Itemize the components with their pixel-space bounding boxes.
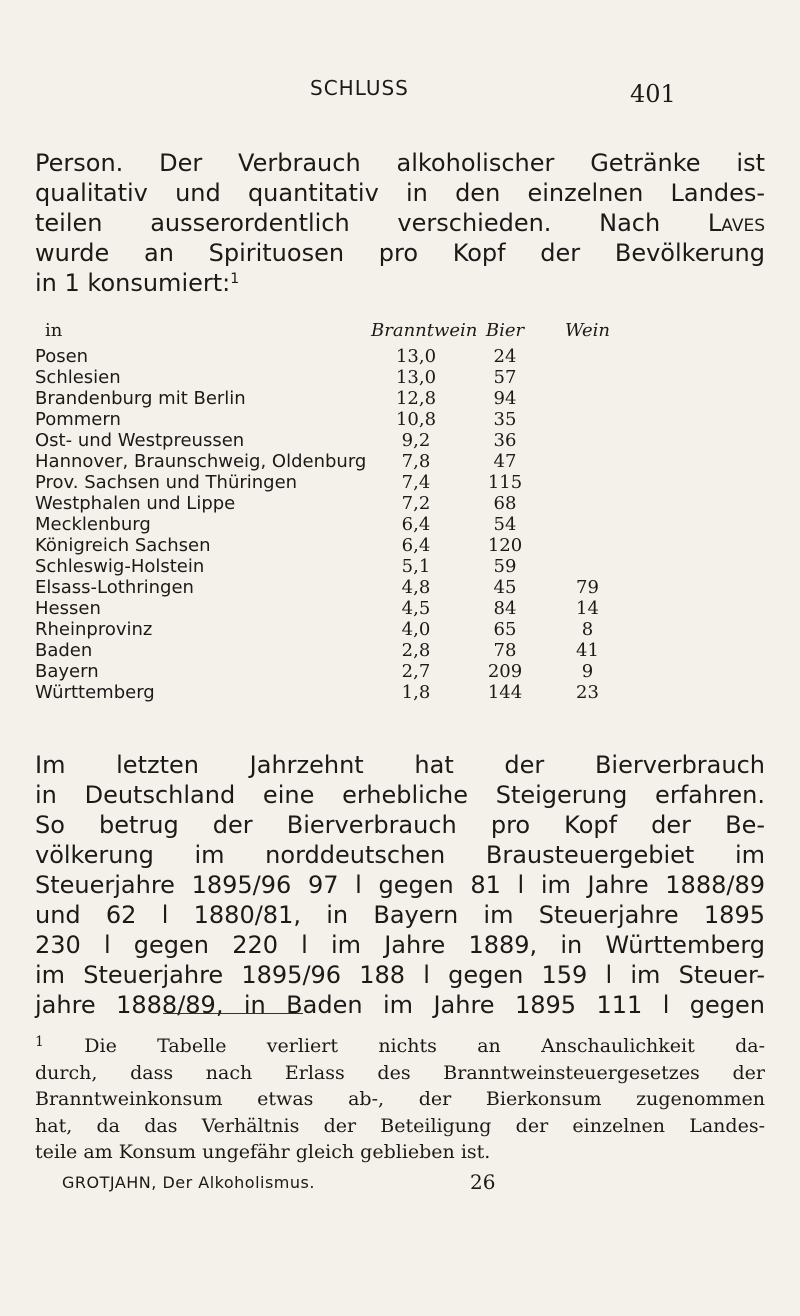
table-row [35, 367, 770, 388]
wein-cell: 79 [576, 577, 599, 598]
table-row [35, 619, 770, 640]
intro-line [35, 268, 765, 298]
region-cell: Posen [35, 346, 89, 367]
header-bier: Bier [485, 320, 525, 341]
table-row [35, 682, 770, 703]
branntwein-cell: 4,0 [401, 619, 431, 640]
bier-cell: 120 [487, 535, 523, 556]
table-row [35, 346, 770, 367]
branntwein-cell: 10,8 [395, 409, 437, 430]
printer-signature: GROTJAHN, Der Alkoholismus. [62, 1173, 315, 1192]
bier-cell: 57 [493, 367, 517, 388]
branntwein-cell: 12,8 [395, 388, 437, 409]
paragraph-line: 230 l gegen 220 l im Jahre 1889, in Württemberg [35, 931, 765, 959]
branntwein-cell: 6,4 [401, 514, 431, 535]
region-cell: Prov. Sachsen und Thüringen [35, 472, 298, 493]
region-cell: Schleswig-Holstein [35, 556, 205, 577]
consumption-table [35, 320, 770, 703]
branntwein-cell: 7,2 [401, 493, 431, 514]
table-header [35, 320, 770, 346]
footnote-reference: 1 [230, 271, 240, 287]
header-wein: Wein [564, 320, 611, 341]
table-row [35, 472, 770, 493]
table-row [35, 535, 770, 556]
branntwein-cell: 13,0 [395, 346, 437, 367]
footnote-line-text: Die Tabelle verliert nichts an Anschaulichkeit da- [84, 1035, 766, 1057]
footnote-line [35, 1033, 765, 1060]
sheet-number: 26 [470, 1170, 496, 1194]
table-row [35, 388, 770, 409]
paragraph-line: und 62 l 1880/81, in Bayern im Steuerjahre 1895 [35, 901, 765, 929]
bier-cell: 65 [493, 619, 517, 640]
table-row [35, 577, 770, 598]
footnote-marker: 1 [35, 1034, 44, 1050]
intro-paragraph [35, 148, 765, 298]
branntwein-cell: 7,8 [401, 451, 431, 472]
wein-cell: 8 [581, 619, 594, 640]
branntwein-cell: 4,8 [401, 577, 431, 598]
wein-cell: 9 [581, 661, 594, 682]
paragraph-line: in Deutschland eine erhebliche Steigerung erfahren. [35, 781, 765, 809]
table-row [35, 430, 770, 451]
region-cell: Hessen [35, 598, 101, 619]
footnote [35, 1033, 765, 1166]
intro-line: Person. Der Verbrauch alkoholischer Getränke ist [35, 149, 765, 177]
bier-cell: 68 [493, 493, 517, 514]
region-cell: Brandenburg mit Berlin [35, 388, 246, 409]
region-cell: Königreich Sachsen [35, 535, 211, 556]
table-row [35, 514, 770, 535]
bier-cell: 36 [493, 430, 517, 451]
page-number: 401 [630, 80, 676, 108]
table-row [35, 556, 770, 577]
table-row [35, 598, 770, 619]
wein-cell: 23 [576, 682, 599, 703]
table-row [35, 493, 770, 514]
intro-line: qualitativ und quantitativ in den einzelnen Landes- [35, 179, 765, 207]
bier-cell: 47 [493, 451, 517, 472]
branntwein-cell: 2,7 [401, 661, 431, 682]
intro-line-text: in 1 konsumiert: [35, 269, 231, 297]
table-row [35, 640, 770, 661]
paragraph-line: Steuerjahre 1895/96 97 l gegen 81 l im Jahre 1888/89 [35, 871, 765, 899]
branntwein-cell: 2,8 [401, 640, 431, 661]
branntwein-cell: 5,1 [401, 556, 431, 577]
author-name: Laves [707, 209, 765, 237]
branntwein-cell: 9,2 [401, 430, 431, 451]
bier-cell: 94 [493, 388, 517, 409]
region-cell: Baden [35, 640, 93, 661]
region-cell: Westphalen und Lippe [35, 493, 236, 514]
footnote-line: hat, da das Verhältnis der Beteiligung der einzelnen Landes- [35, 1114, 765, 1137]
footnote-divider [163, 1013, 303, 1014]
region-cell: Schlesien [35, 367, 121, 388]
bier-cell: 115 [487, 472, 523, 493]
table-row [35, 661, 770, 682]
paragraph-line: völkerung im norddeutschen Brausteuergebiet im [35, 841, 765, 869]
branntwein-cell: 13,0 [395, 367, 437, 388]
branntwein-cell: 7,4 [401, 472, 431, 493]
paragraph-line: Im letzten Jahrzehnt hat der Bierverbrauch [35, 751, 765, 779]
region-cell: Württemberg [35, 682, 155, 703]
branntwein-cell: 4,5 [401, 598, 431, 619]
footnote-line: teile am Konsum ungefähr gleich geblieben ist. [35, 1141, 491, 1163]
bier-cell: 209 [487, 661, 523, 682]
bier-cell: 54 [493, 514, 517, 535]
table-row [35, 409, 770, 430]
header-region: in [45, 320, 63, 341]
bier-cell: 59 [493, 556, 517, 577]
region-cell: Elsass-Lothringen [35, 577, 194, 598]
footnote-line: Branntweinkonsum etwas ab-, der Bierkonsum zugenommen [35, 1088, 765, 1110]
intro-line-text: teilen ausserordentlich verschieden. Nach [35, 209, 661, 237]
table-row [35, 451, 770, 472]
wein-cell: 14 [576, 598, 599, 619]
footnote-line: durch, dass nach Erlass des Branntweinsteuergesetzes der [35, 1061, 765, 1084]
branntwein-cell: 1,8 [401, 682, 431, 703]
bier-cell: 144 [487, 682, 523, 703]
bier-cell: 35 [493, 409, 517, 430]
bier-cell: 78 [493, 640, 517, 661]
region-cell: Rheinprovinz [35, 619, 153, 640]
wein-cell: 41 [576, 640, 599, 661]
paragraph-line: jahre 1888/89, in Baden im Jahre 1895 111 l gegen [35, 991, 765, 1019]
branntwein-cell: 6,4 [401, 535, 431, 556]
region-cell: Bayern [35, 661, 99, 682]
paragraph-line: So betrug der Bierverbrauch pro Kopf der Be- [35, 811, 765, 839]
region-cell: Mecklenburg [35, 514, 151, 535]
paragraph-line: im Steuerjahre 1895/96 188 l gegen 159 l im Steuer- [35, 961, 765, 989]
bier-cell: 45 [493, 577, 517, 598]
bier-cell: 24 [493, 346, 517, 367]
header-branntwein: Branntwein [371, 320, 478, 341]
bier-cell: 84 [493, 598, 517, 619]
region-cell: Ost- und Westpreussen [35, 430, 245, 451]
region-cell: Hannover, Braunschweig, Oldenburg [35, 451, 367, 472]
second-paragraph [35, 750, 765, 1020]
page-header [0, 76, 800, 116]
region-cell: Pommern [35, 409, 121, 430]
table-body [35, 346, 770, 703]
intro-line: wurde an Spirituosen pro Kopf der Bevölkerung [35, 239, 765, 267]
intro-line [35, 208, 765, 238]
running-title: SCHLUSS [310, 76, 409, 100]
